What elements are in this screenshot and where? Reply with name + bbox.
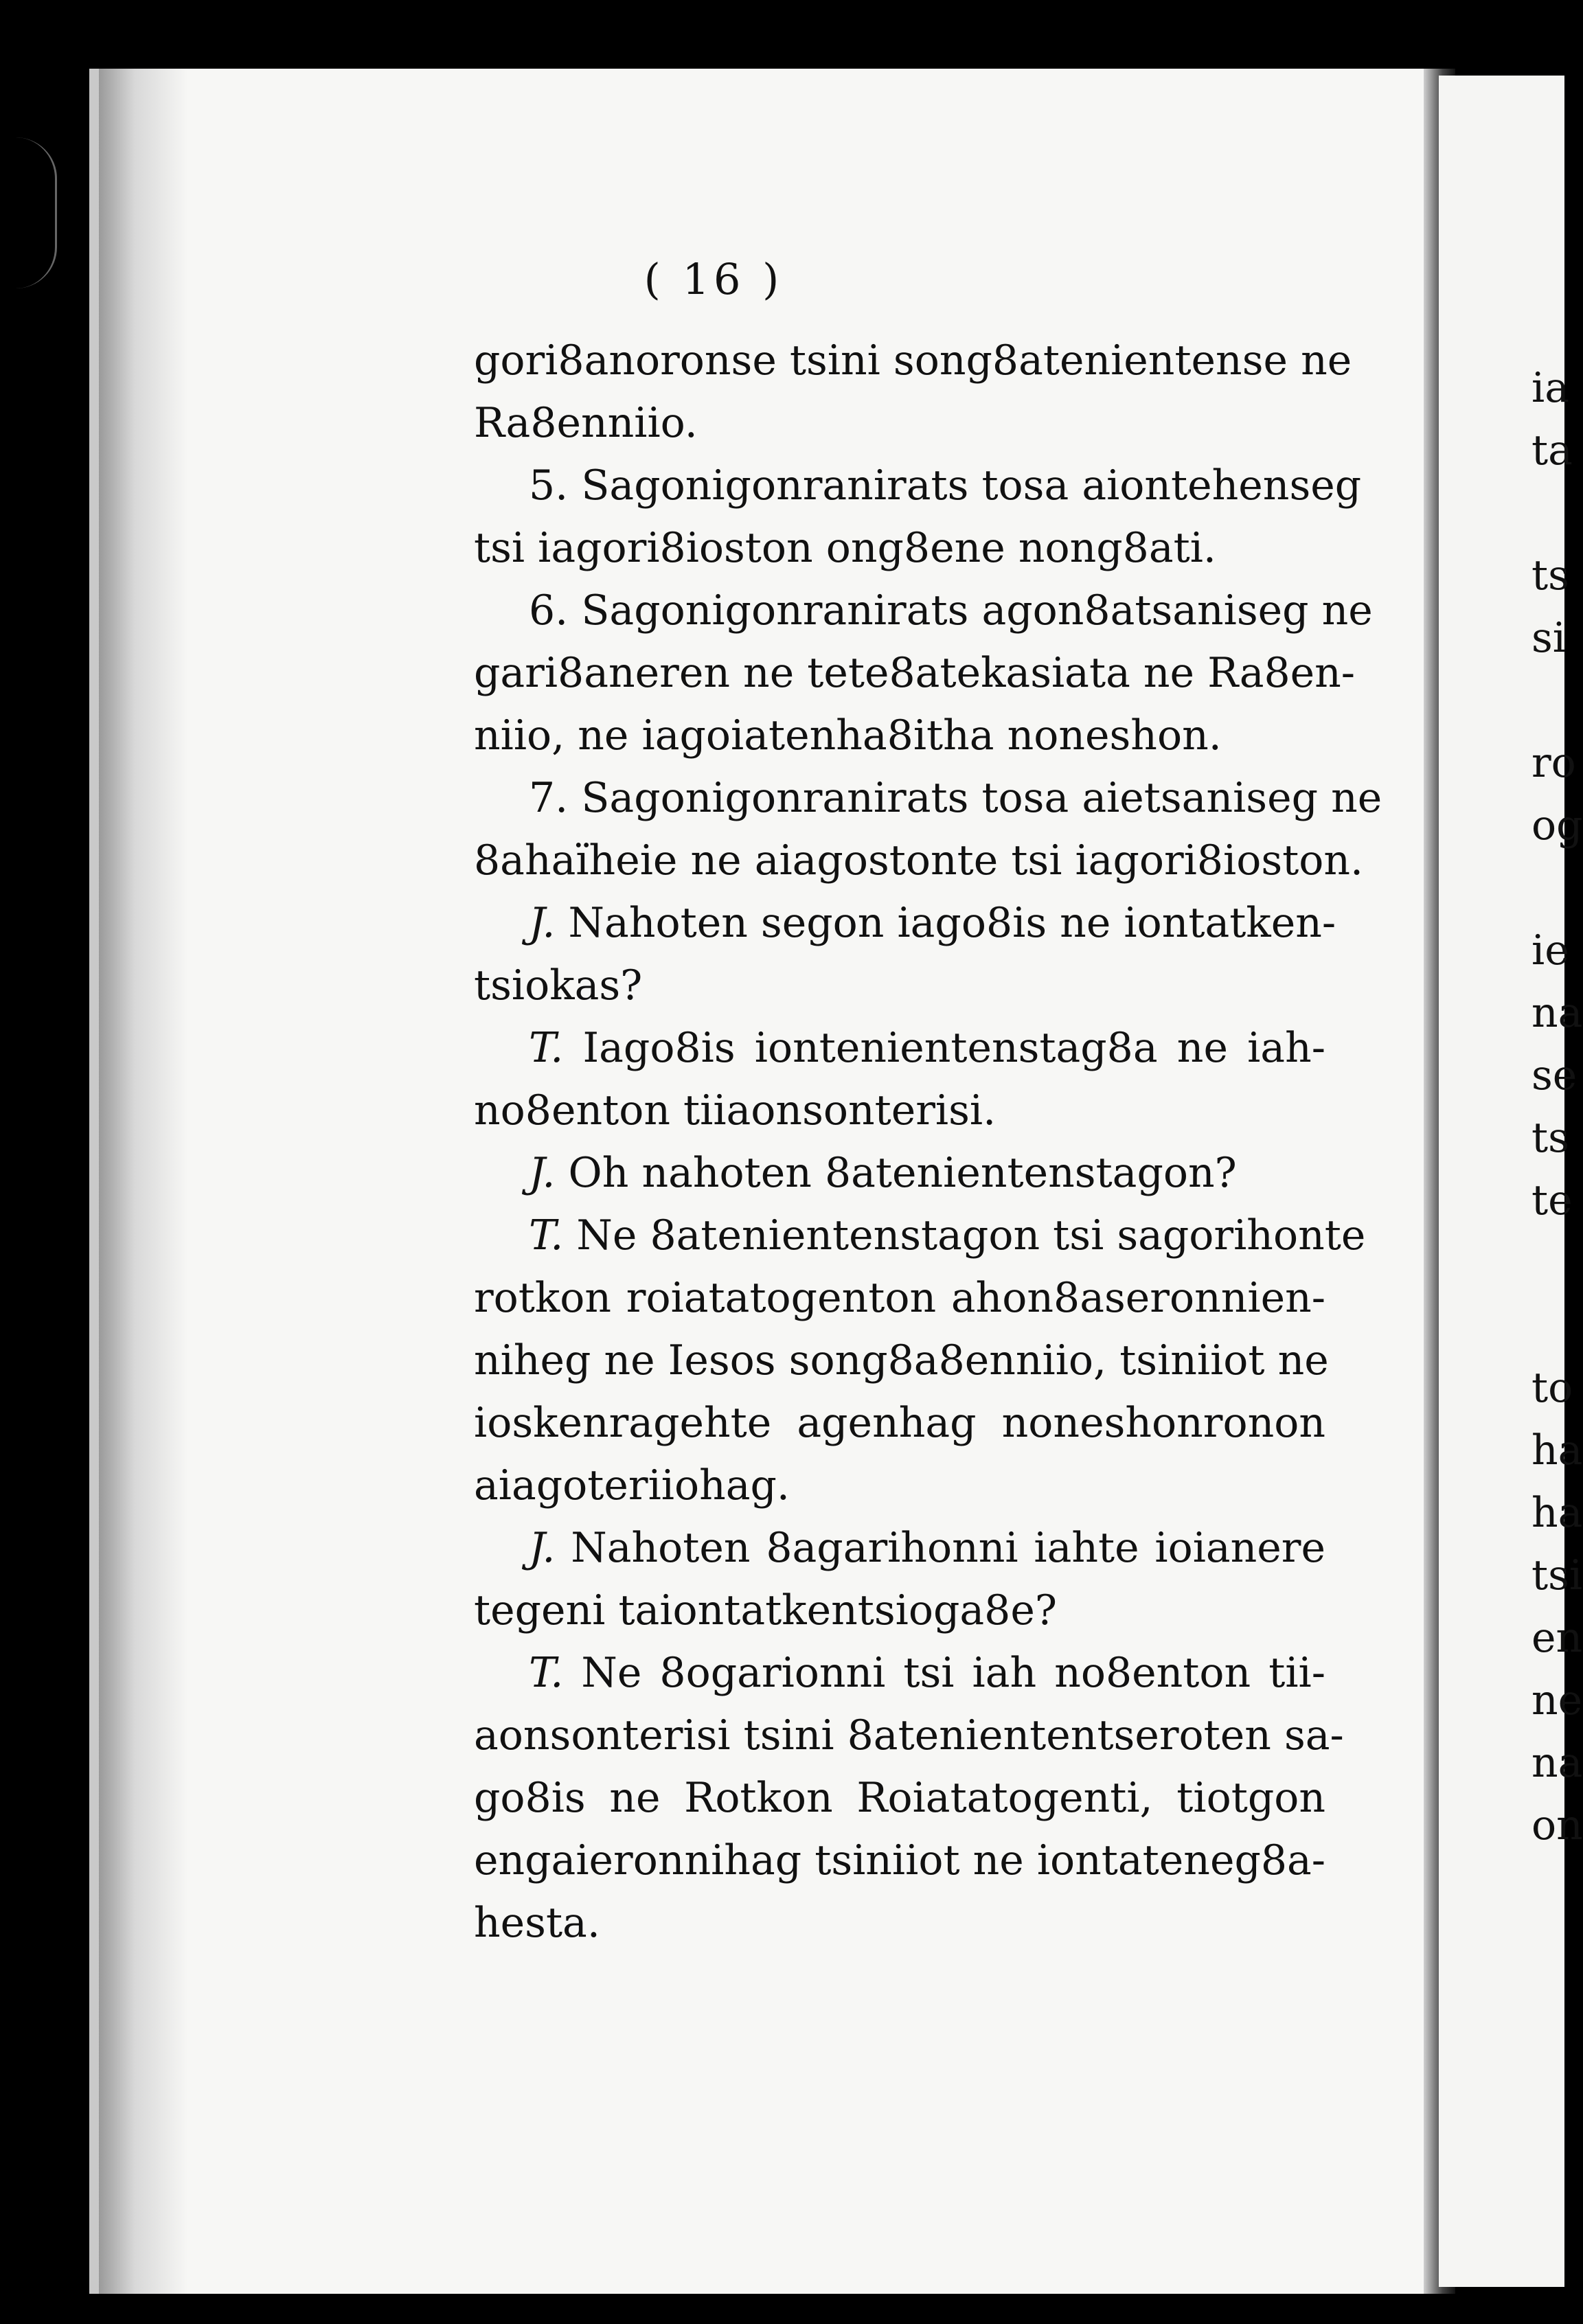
line-text: 6. Sagonigonranirats agon8atsaniseg ne <box>529 586 1373 635</box>
text-line <box>474 580 1373 642</box>
right-page-fragment <box>1531 670 1583 732</box>
line-text: 7. Sagonigonranirats tosa aietsaniseg ne <box>529 774 1382 822</box>
text-line <box>474 517 1325 580</box>
text-line <box>474 1267 1325 1330</box>
line-text: Ne 8ogarionni tsi iah no8enton tii- <box>581 1649 1325 1697</box>
line-text: gori8anoronse tsini song8atenientense ne <box>474 337 1352 385</box>
right-page-text-fragments <box>1531 357 1583 1857</box>
right-page-fragment: te <box>1531 1176 1573 1224</box>
text-line <box>474 1017 1325 1080</box>
text-line <box>474 1517 1325 1580</box>
speaker-label: J. <box>529 1524 556 1572</box>
text-line <box>474 1830 1325 1892</box>
text-line <box>474 1580 1325 1642</box>
line-text: aiagoteriiohag. <box>474 1461 790 1510</box>
text-line <box>474 705 1325 767</box>
text-line <box>474 1330 1329 1392</box>
text-line <box>474 767 1382 830</box>
text-line <box>474 455 1362 517</box>
line-text: hesta. <box>474 1899 600 1947</box>
line-text: Iago8is iontenientenstag8a ne iah- <box>582 1024 1325 1072</box>
right-page-fragment: ha <box>1531 1489 1583 1537</box>
line-text: Nahoten segon iago8is ne iontatken- <box>568 899 1336 947</box>
right-page-fragment: si <box>1531 614 1566 662</box>
line-text: gari8aneren ne tete8atekasiata ne Ra8en- <box>474 649 1356 697</box>
right-page-fragment: ro <box>1531 739 1576 787</box>
line-text: go8is ne Rotkon Roiatatogenti, tiotgon <box>474 1774 1325 1822</box>
body-text <box>474 330 1382 1955</box>
text-line <box>474 1705 1344 1767</box>
line-text: no8enton tiiaonsonterisi. <box>474 1086 997 1135</box>
line-text: ioskenragehte agenhag noneshonronon <box>474 1399 1325 1447</box>
line-text: 8ahaïheie ne aiagostonte tsi iagori8ioston. <box>474 836 1364 885</box>
right-page-fragment: na <box>1531 989 1583 1037</box>
right-page-fragment: ia <box>1531 364 1569 412</box>
right-page-fragment: ie <box>1531 926 1569 975</box>
right-page-fragment: ta <box>1531 426 1573 475</box>
line-text: Ra8enniio. <box>474 399 698 447</box>
line-text: Nahoten 8agarihonni iahte ioianere <box>571 1524 1325 1572</box>
line-text: tsiokas? <box>474 961 643 1010</box>
right-page-fragment: se <box>1531 1051 1578 1100</box>
right-page-fragment <box>1531 857 1583 920</box>
text-line <box>474 955 1325 1017</box>
right-page-fragment: ts <box>1531 1114 1569 1162</box>
text-line <box>474 642 1356 705</box>
line-text: aonsonterisi tsini 8ateniententseroten sa- <box>474 1711 1344 1759</box>
text-line <box>474 1392 1325 1455</box>
text-line <box>474 1142 1325 1205</box>
speaker-label: T. <box>529 1649 564 1697</box>
line-text: niio, ne iagoiatenha8itha noneshon. <box>474 711 1222 760</box>
line-text: 5. Sagonigonranirats tosa aiontehenseg <box>529 462 1362 510</box>
speaker-label: J. <box>529 899 556 947</box>
text-line <box>474 1892 1325 1955</box>
text-line <box>474 392 1325 455</box>
text-line <box>474 1205 1366 1267</box>
text-line <box>474 1642 1325 1705</box>
page-number: ( 16 ) <box>644 254 784 304</box>
right-page-fragment <box>1531 1232 1583 1295</box>
line-text: tegeni taiontatkentsioga8e? <box>474 1586 1058 1634</box>
text-line <box>474 1080 1325 1142</box>
speaker-label: T. <box>529 1024 564 1072</box>
line-text: niheg ne Iesos song8a8enniio, tsiniiot ne <box>474 1336 1329 1385</box>
text-line <box>474 1455 1325 1517</box>
line-text: tsi iagori8ioston ong8ene nong8ati. <box>474 524 1216 572</box>
line-text: Ne 8atenientenstagon tsi sagorihonte <box>576 1211 1366 1260</box>
line-text: engaieronnihag tsiniiot ne iontateneg8a- <box>474 1836 1326 1884</box>
speaker-label: J. <box>529 1149 556 1197</box>
line-text: rotkon roiatatogenton ahon8aseronnien- <box>474 1274 1325 1322</box>
text-line <box>474 1767 1325 1830</box>
right-page-fragment: og <box>1531 801 1583 850</box>
right-page-fragment <box>1531 482 1583 545</box>
right-page-fragment: ne <box>1531 1676 1583 1724</box>
text-line <box>474 830 1364 892</box>
text-line <box>474 892 1336 955</box>
right-page-fragment: na <box>1531 1739 1583 1787</box>
text-line <box>474 330 1352 392</box>
speaker-label: T. <box>529 1211 564 1260</box>
right-page-fragment: to <box>1531 1364 1573 1412</box>
right-page-fragment: on <box>1531 1801 1583 1849</box>
line-text: Oh nahoten 8atenientenstagon? <box>568 1149 1237 1197</box>
right-page-fragment: ha <box>1531 1426 1583 1474</box>
right-page-fragment: tsi <box>1531 1551 1583 1599</box>
right-page-fragment: ts <box>1531 551 1569 600</box>
right-page-fragment <box>1531 1295 1583 1357</box>
right-page-fragment: en <box>1531 1614 1583 1662</box>
